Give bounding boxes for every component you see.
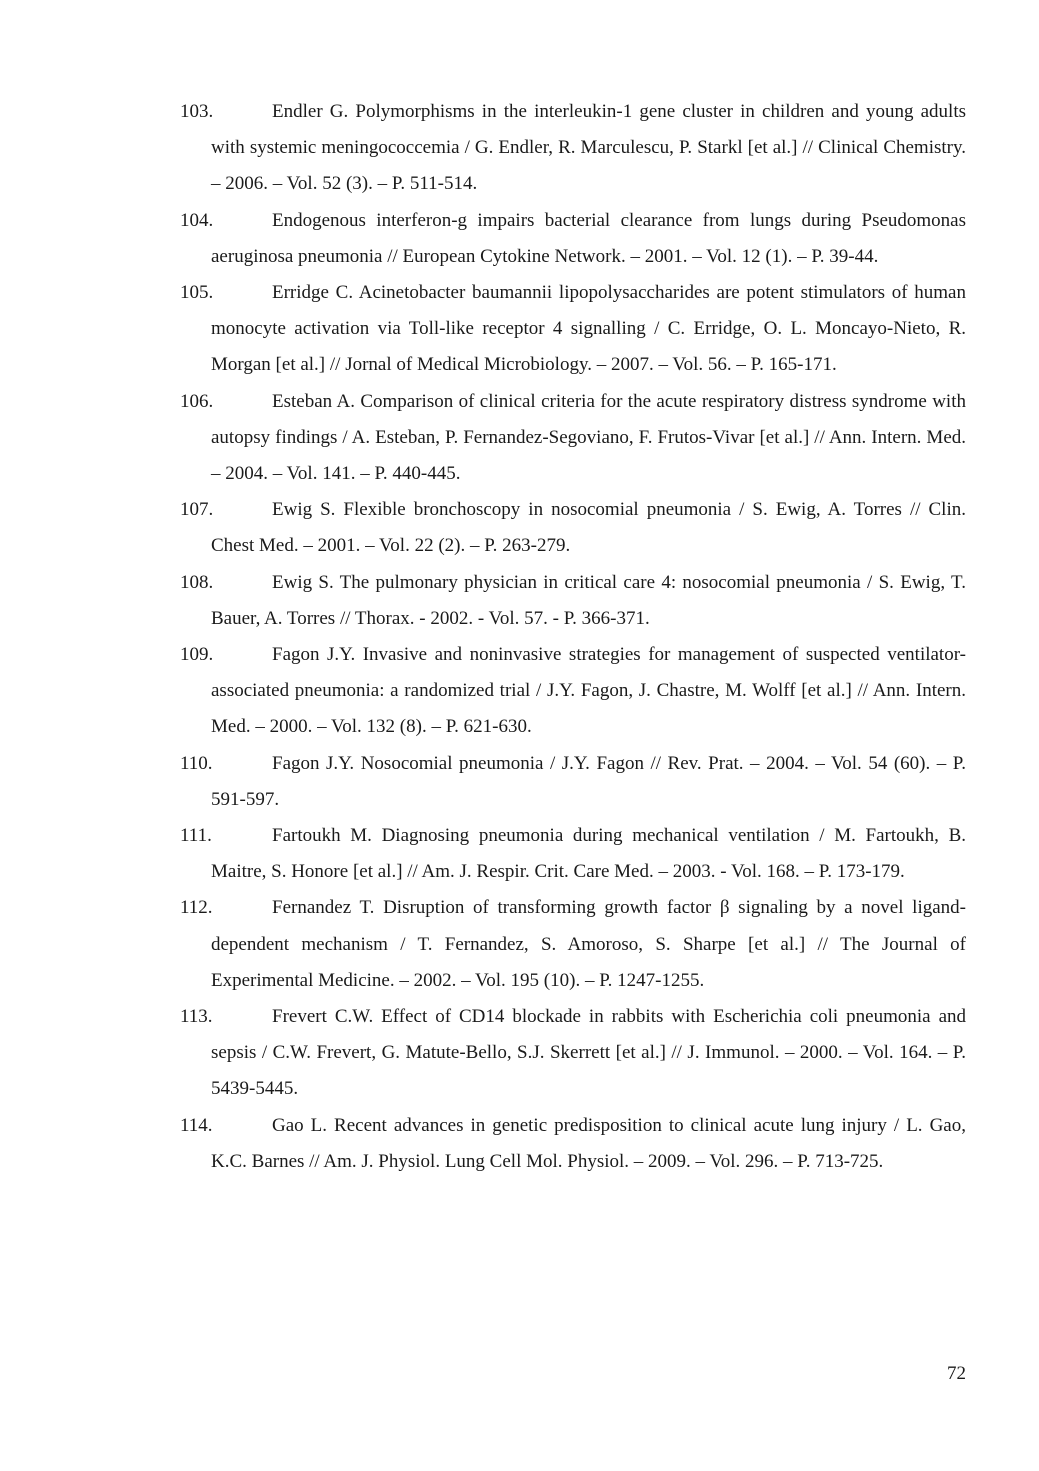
reference-text: Fagon J.Y. Invasive and noninvasive strategies for management of suspected ventilator-associated pneumonia: a randomized trial / J.Y. Fagon, J. Chastre, M. Wolff [et al.] // Ann. Intern. Med. – 2000. – Vol. 132 (8). – P. 621-630. — [211, 644, 966, 738]
reference-number: 105. — [180, 282, 214, 304]
reference-text: Ewig S. The pulmonary physician in critical care 4: nosocomial pneumonia / S. Ewig, T. Bauer, A. Torres // Thorax. - 2002. - Vol. 57. - P. 366-371. — [211, 571, 966, 629]
reference-text: Frevert C.W. Effect of CD14 blockade in rabbits with Escherichia coli pneumonia and sepsis / C.W. Frevert, G. Matute-Bello, S.J. Skerrett [et al.] // J. Immunol. – 2000. – Vol. 164. – P. 5439-5445. — [211, 1006, 966, 1100]
page-number: 72 — [947, 1363, 966, 1384]
reference-text: Fagon J.Y. Nosocomial pneumonia / J.Y. Fagon // Rev. Prat. – 2004. – Vol. 54 (60). – P. 591-597. — [211, 752, 966, 810]
reference-item — [180, 384, 966, 493]
reference-item — [180, 1108, 966, 1180]
reference-number: 111. — [180, 825, 212, 847]
reference-list — [180, 94, 966, 1180]
reference-text: Erridge C. Acinetobacter baumannii lipopolysaccharides are potent stimulators of human monocyte activation via Toll-like receptor 4 signalling / C. Erridge, O. L. Moncayo-Nieto, R. Morgan [et al.] // Jornal of Medical Microbiology. – 2007. – Vol. 56. – P. 165-171. — [211, 282, 966, 376]
reference-item — [180, 637, 966, 746]
reference-item — [180, 890, 966, 999]
reference-number: 110. — [180, 752, 213, 774]
reference-number: 107. — [180, 499, 214, 521]
reference-number: 104. — [180, 209, 214, 231]
reference-number: 108. — [180, 571, 214, 593]
reference-number: 114. — [180, 1114, 213, 1136]
reference-text: Gao L. Recent advances in genetic predisposition to clinical acute lung injury / L. Gao, K.C. Barnes // Am. J. Physiol. Lung Cell Mol. Physiol. – 2009. – Vol. 296. – P. 713-725. — [211, 1114, 966, 1172]
reference-text: Endogenous interferon-g impairs bacterial clearance from lungs during Pseudomonas aeruginosa pneumonia // European Cytokine Network. – 2001. – Vol. 12 (1). – P. 39-44. — [211, 209, 966, 267]
reference-number: 106. — [180, 390, 214, 412]
reference-text: Fartoukh M. Diagnosing pneumonia during mechanical ventilation / M. Fartoukh, B. Maitre, S. Honore [et al.] // Am. J. Respir. Crit. Care Med. – 2003. - Vol. 168. – P. 173-179. — [211, 825, 966, 883]
reference-item — [180, 94, 966, 203]
reference-item — [180, 818, 966, 890]
reference-item — [180, 203, 966, 275]
reference-number: 112. — [180, 897, 213, 919]
reference-number: 103. — [180, 101, 214, 122]
reference-text: Esteban A. Comparison of clinical criteria for the acute respiratory distress syndrome with autopsy findings / A. Esteban, P. Fernandez-Segoviano, F. Frutos-Vivar [et al.] // Ann. Intern. Med. – 2004. – Vol. 141. – P. 440-445. — [211, 390, 966, 485]
reference-text: Ewig S. Flexible bronchoscopy in nosocomial pneumonia / S. Ewig, A. Torres // Clin. Chest Med. – 2001. – Vol. 22 (2). – P. 263-279. — [211, 499, 966, 557]
reference-item — [180, 492, 966, 564]
reference-item — [180, 746, 966, 818]
reference-text: Fernandez T. Disruption of transforming growth factor β signaling by a novel ligand-dependent mechanism / T. Fernandez, S. Amoroso, S. Sharpe [et al.] // The Journal of Experimental Medicine. – 2002. – Vol. 195 (10). – P. 1247-1255. — [211, 897, 966, 991]
reference-text: Endler G. Polymorphisms in the interleukin-1 gene cluster in children and young adults with systemic meningococcemia / G. Endler, R. Marculescu, P. Starkl [et al.] // Clinical Chemistry. – 2006. – Vol. 52 (3). – P. 511-514. — [211, 101, 966, 195]
reference-number: 113. — [180, 1006, 213, 1028]
reference-item — [180, 999, 966, 1108]
reference-number: 109. — [180, 644, 214, 666]
reference-item — [180, 565, 966, 637]
reference-item — [180, 275, 966, 384]
